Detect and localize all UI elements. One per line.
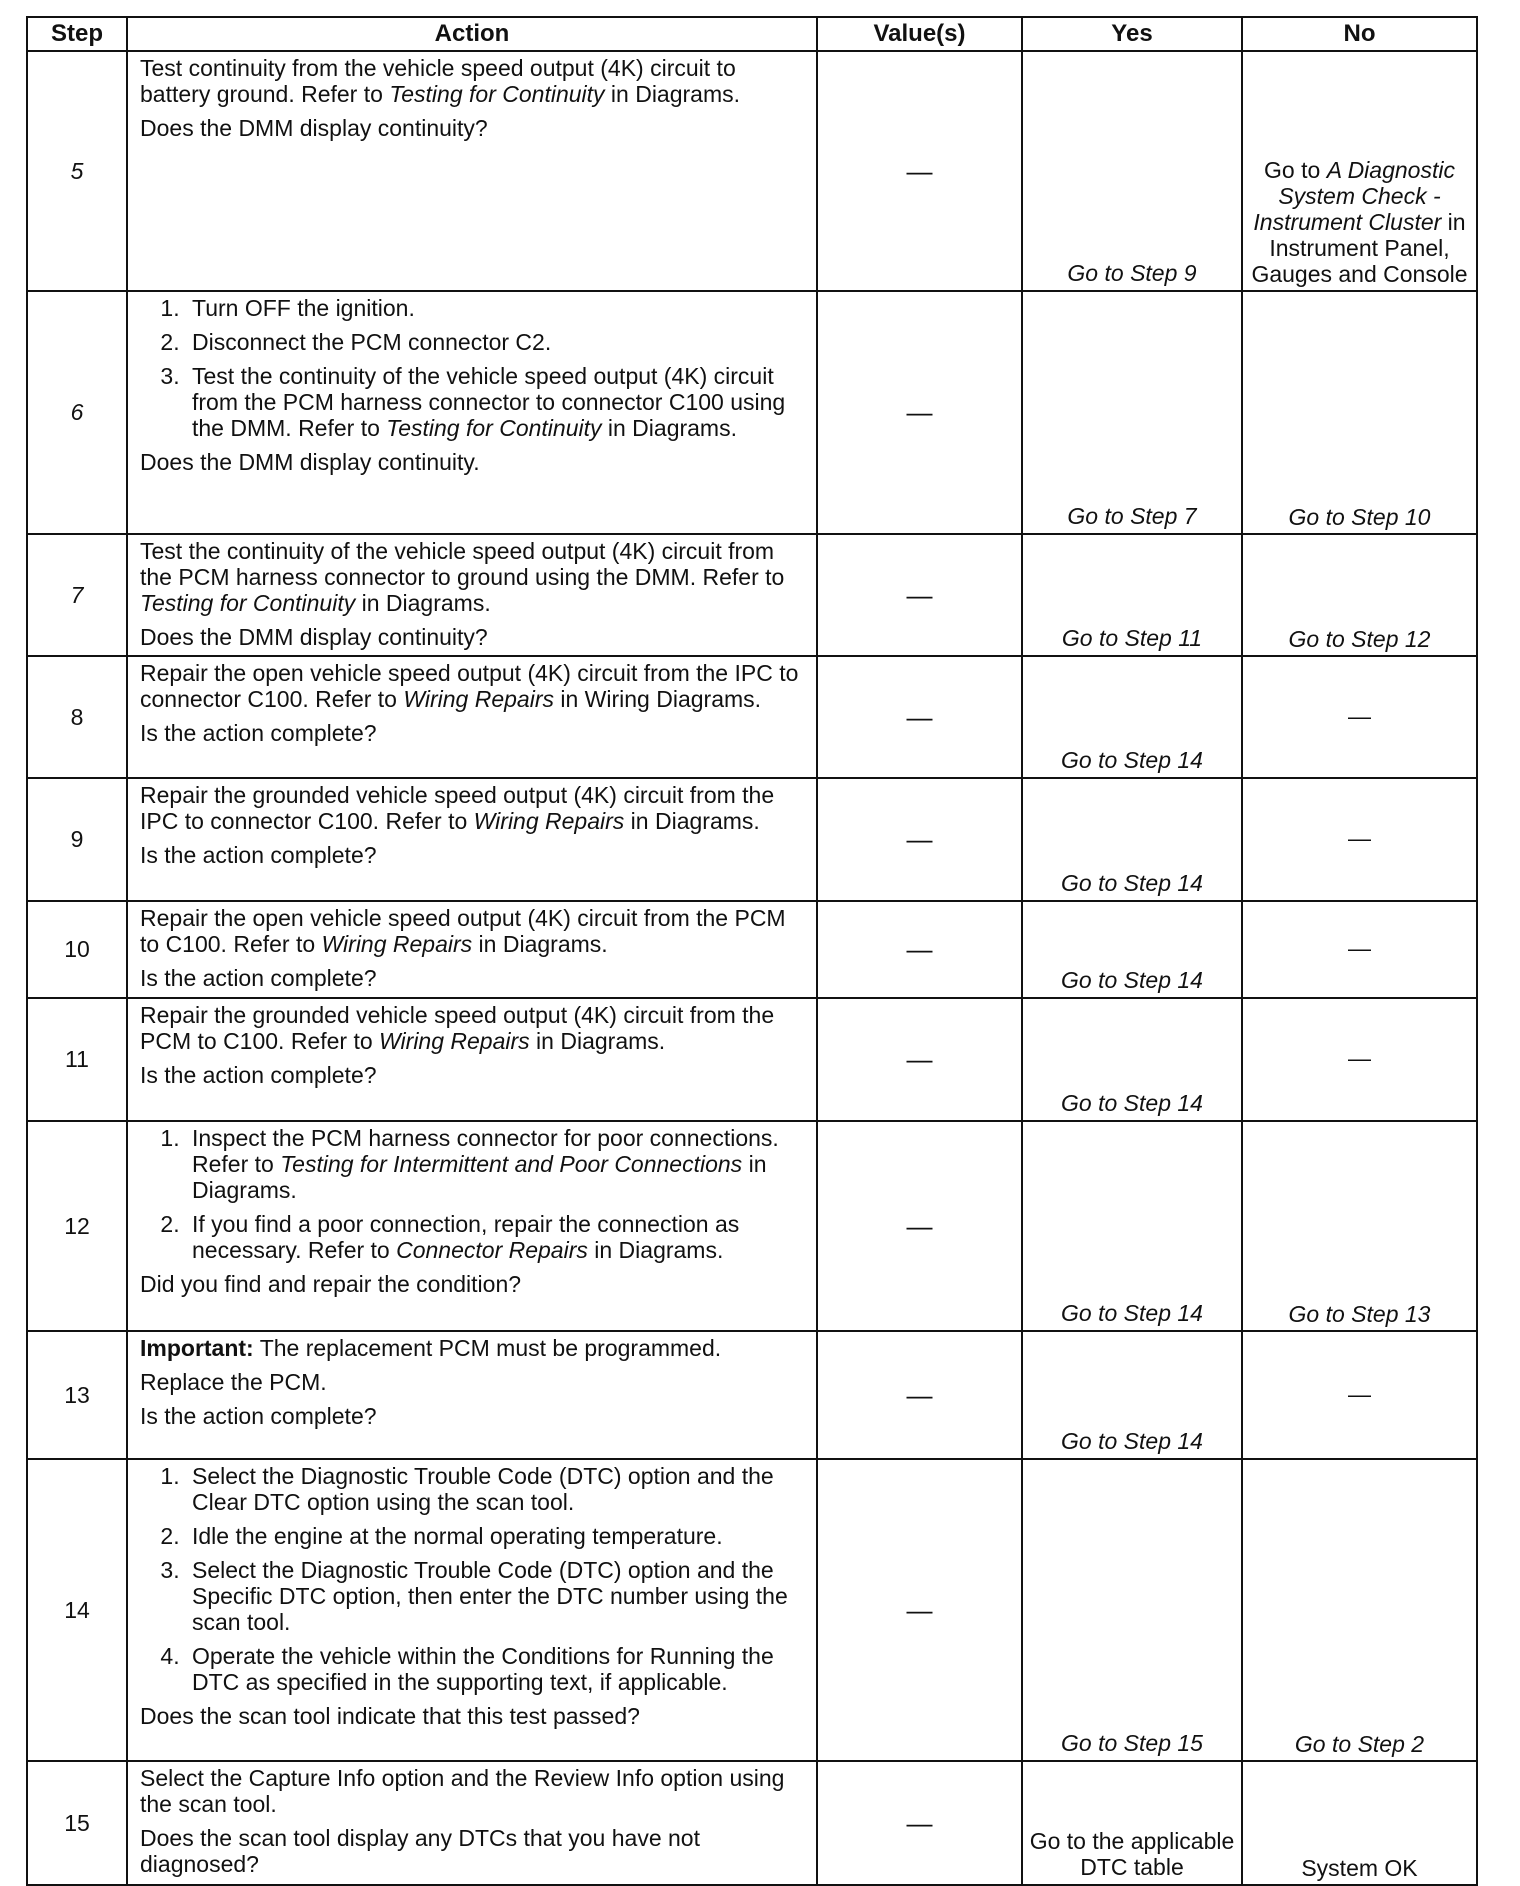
yes-cell xyxy=(1022,51,1242,291)
header-action: Action xyxy=(127,17,817,51)
value-cell: — xyxy=(817,51,1022,291)
reference-link: Wiring Repairs xyxy=(473,808,625,834)
no-cell: — xyxy=(1242,778,1477,901)
yes-goto: Go to Step 14 xyxy=(1061,1428,1203,1454)
yes-goto: Go to Step 14 xyxy=(1061,1300,1203,1326)
header-yes: Yes xyxy=(1022,17,1242,51)
reference-link: Testing for Continuity xyxy=(386,415,602,441)
list-item: 3. Select the Diagnostic Trouble Code (DTC) option and the Specific DTC option, then enter the DTC number using the scan tool. xyxy=(186,1557,806,1635)
list-item: 3. Test the continuity of the vehicle speed output (4K) circuit from the PCM harness connector to connector C100 using the DMM. Refer to Testing for Continuity in Diagrams. xyxy=(186,363,806,441)
list-item: 2. Idle the engine at the normal operating temperature. xyxy=(186,1523,806,1549)
reference-link: Wiring Repairs xyxy=(321,931,473,957)
action-text: Repair the open vehicle speed output (4K) circuit from the PCM to C100. Refer to Wiring Repairs in Diagrams. xyxy=(140,905,786,957)
action-cell xyxy=(127,1459,817,1761)
value-cell: — xyxy=(817,1761,1022,1885)
yes-goto: Go to Step 15 xyxy=(1061,1730,1203,1756)
step-number: 10 xyxy=(27,901,127,998)
action-question: Does the scan tool display any DTCs that you have not diagnosed? xyxy=(140,1825,700,1877)
yes-goto: Go to Step 14 xyxy=(1061,870,1203,896)
reference-link: Wiring Repairs xyxy=(379,1028,530,1054)
action-text: Replace the PCM. xyxy=(140,1369,327,1395)
no-goto: Go to Step 13 xyxy=(1288,1301,1431,1327)
yes-cell xyxy=(1022,998,1242,1121)
table-row xyxy=(27,778,1477,901)
yes-goto: Go to Step 14 xyxy=(1061,747,1203,773)
yes-goto: Go to Step 14 xyxy=(1061,1090,1203,1116)
table-row xyxy=(27,1761,1477,1885)
important-note: Important: The replacement PCM must be programmed. xyxy=(140,1335,722,1361)
action-question: Is the action complete? xyxy=(140,842,377,868)
no-cell xyxy=(1242,534,1477,656)
table-row xyxy=(27,998,1477,1121)
yes-goto: Go to Step 9 xyxy=(1067,260,1197,286)
step-number: 5 xyxy=(27,51,127,291)
value-cell: — xyxy=(817,291,1022,534)
no-result: System OK xyxy=(1301,1855,1418,1881)
action-list xyxy=(140,1463,806,1695)
reference-link: A Diagnostic System Check - Instrument Cluster xyxy=(1253,157,1455,235)
no-goto: Go to Step 2 xyxy=(1294,1731,1425,1757)
step-number: 7 xyxy=(27,534,127,656)
action-cell xyxy=(127,1761,817,1885)
action-question: Does the scan tool indicate that this test passed? xyxy=(140,1703,640,1729)
action-cell xyxy=(127,1331,817,1459)
step-number: 8 xyxy=(27,656,127,778)
table-row xyxy=(27,656,1477,778)
header-no: No xyxy=(1242,17,1477,51)
action-cell xyxy=(127,51,817,291)
step-number: 15 xyxy=(27,1761,127,1885)
value-cell: — xyxy=(817,656,1022,778)
action-question: Does the DMM display continuity? xyxy=(140,624,488,650)
step-number: 11 xyxy=(27,998,127,1121)
reference-link: Testing for Continuity xyxy=(389,81,605,107)
no-goto: Go to Step 12 xyxy=(1288,626,1431,652)
table-row xyxy=(27,1121,1477,1331)
action-cell xyxy=(127,998,817,1121)
action-text: Repair the grounded vehicle speed output (4K) circuit from the PCM to C100. Refer to Wiring Repairs in Diagrams. xyxy=(140,1002,775,1054)
no-cell: — xyxy=(1242,901,1477,998)
list-item: 4. Operate the vehicle within the Conditions for Running the DTC as specified in the supporting text, if applicable. xyxy=(186,1643,806,1695)
action-question: Does the DMM display continuity? xyxy=(140,115,488,141)
action-cell xyxy=(127,1121,817,1331)
value-cell: — xyxy=(817,998,1022,1121)
reference-link: Testing for Continuity xyxy=(140,590,356,616)
step-number: 12 xyxy=(27,1121,127,1331)
yes-goto: Go to the applicable DTC table xyxy=(1029,1828,1235,1880)
table-row xyxy=(27,901,1477,998)
value-cell: — xyxy=(817,901,1022,998)
list-item: 2. Disconnect the PCM connector C2. xyxy=(186,329,806,355)
action-question: Is the action complete? xyxy=(140,1403,377,1429)
action-text: Select the Capture Info option and the Review Info option using the scan tool. xyxy=(140,1765,785,1817)
step-number: 14 xyxy=(27,1459,127,1761)
value-cell: — xyxy=(817,1459,1022,1761)
action-text: Test continuity from the vehicle speed output (4K) circuit to battery ground. Refer to Testing for Continuity in Diagrams. xyxy=(140,55,741,107)
table-row xyxy=(27,1331,1477,1459)
action-cell xyxy=(127,778,817,901)
yes-cell xyxy=(1022,778,1242,901)
value-cell: — xyxy=(817,1331,1022,1459)
yes-cell xyxy=(1022,1761,1242,1885)
important-label: Important: xyxy=(140,1335,254,1361)
action-cell xyxy=(127,901,817,998)
no-cell: Go to A Diagnostic System Check - Instrument Cluster in Instrument Panel, Gauges and Console xyxy=(1242,51,1477,291)
action-question: Did you find and repair the condition? xyxy=(140,1271,522,1297)
no-cell: — xyxy=(1242,656,1477,778)
action-text: Repair the open vehicle speed output (4K) circuit from the IPC to connector C100. Refer to Wiring Repairs in Wiring Diagrams. xyxy=(140,660,799,712)
header-step: Step xyxy=(27,17,127,51)
step-number: 9 xyxy=(27,778,127,901)
no-goto: Go to Step 10 xyxy=(1288,504,1431,530)
yes-cell xyxy=(1022,1459,1242,1761)
header-row xyxy=(27,17,1477,51)
no-cell: — xyxy=(1242,998,1477,1121)
step-number: 6 xyxy=(27,291,127,534)
yes-cell xyxy=(1022,291,1242,534)
table-row xyxy=(27,291,1477,534)
action-text: Test the continuity of the vehicle speed output (4K) circuit from the PCM harness connector to ground using the DMM. Refer to Testing for Continuity in Diagrams. xyxy=(140,538,785,616)
list-item: 1. Select the Diagnostic Trouble Code (DTC) option and the Clear DTC option using the scan tool. xyxy=(186,1463,806,1515)
action-list xyxy=(140,295,806,441)
action-question: Does the DMM display continuity. xyxy=(140,449,480,475)
value-cell: — xyxy=(817,534,1022,656)
action-cell xyxy=(127,656,817,778)
diagnostic-table xyxy=(26,16,1478,1886)
header-values: Value(s) xyxy=(817,17,1022,51)
yes-cell xyxy=(1022,1121,1242,1331)
yes-cell xyxy=(1022,656,1242,778)
action-question: Is the action complete? xyxy=(140,720,377,746)
list-item: 1. Inspect the PCM harness connector for poor connections. Refer to Testing for Intermittent and Poor Connections in Diagrams. xyxy=(186,1125,806,1203)
yes-goto: Go to Step 7 xyxy=(1067,503,1197,529)
action-cell xyxy=(127,534,817,656)
action-list xyxy=(140,1125,806,1263)
reference-link: Testing for Intermittent and Poor Connections xyxy=(280,1151,743,1177)
action-question: Is the action complete? xyxy=(140,1062,377,1088)
reference-link: Wiring Repairs xyxy=(403,686,554,712)
yes-cell xyxy=(1022,534,1242,656)
action-text: Repair the grounded vehicle speed output (4K) circuit from the IPC to connector C100. Refer to Wiring Repairs in Diagrams. xyxy=(140,782,775,834)
no-cell xyxy=(1242,291,1477,534)
list-item: 1. Turn OFF the ignition. xyxy=(186,295,806,321)
value-cell: — xyxy=(817,1121,1022,1331)
reference-link: Connector Repairs xyxy=(396,1237,588,1263)
no-cell: — xyxy=(1242,1331,1477,1459)
yes-cell xyxy=(1022,1331,1242,1459)
yes-cell xyxy=(1022,901,1242,998)
action-cell xyxy=(127,291,817,534)
table-row xyxy=(27,51,1477,291)
step-number: 13 xyxy=(27,1331,127,1459)
no-cell xyxy=(1242,1761,1477,1885)
table-row xyxy=(27,1459,1477,1761)
table-row xyxy=(27,534,1477,656)
yes-goto: Go to Step 11 xyxy=(1061,625,1203,651)
value-cell: — xyxy=(817,778,1022,901)
no-cell xyxy=(1242,1459,1477,1761)
list-item: 2. If you find a poor connection, repair the connection as necessary. Refer to Connector Repairs in Diagrams. xyxy=(186,1211,806,1263)
yes-goto: Go to Step 14 xyxy=(1061,967,1203,993)
no-cell xyxy=(1242,1121,1477,1331)
action-question: Is the action complete? xyxy=(140,965,377,991)
